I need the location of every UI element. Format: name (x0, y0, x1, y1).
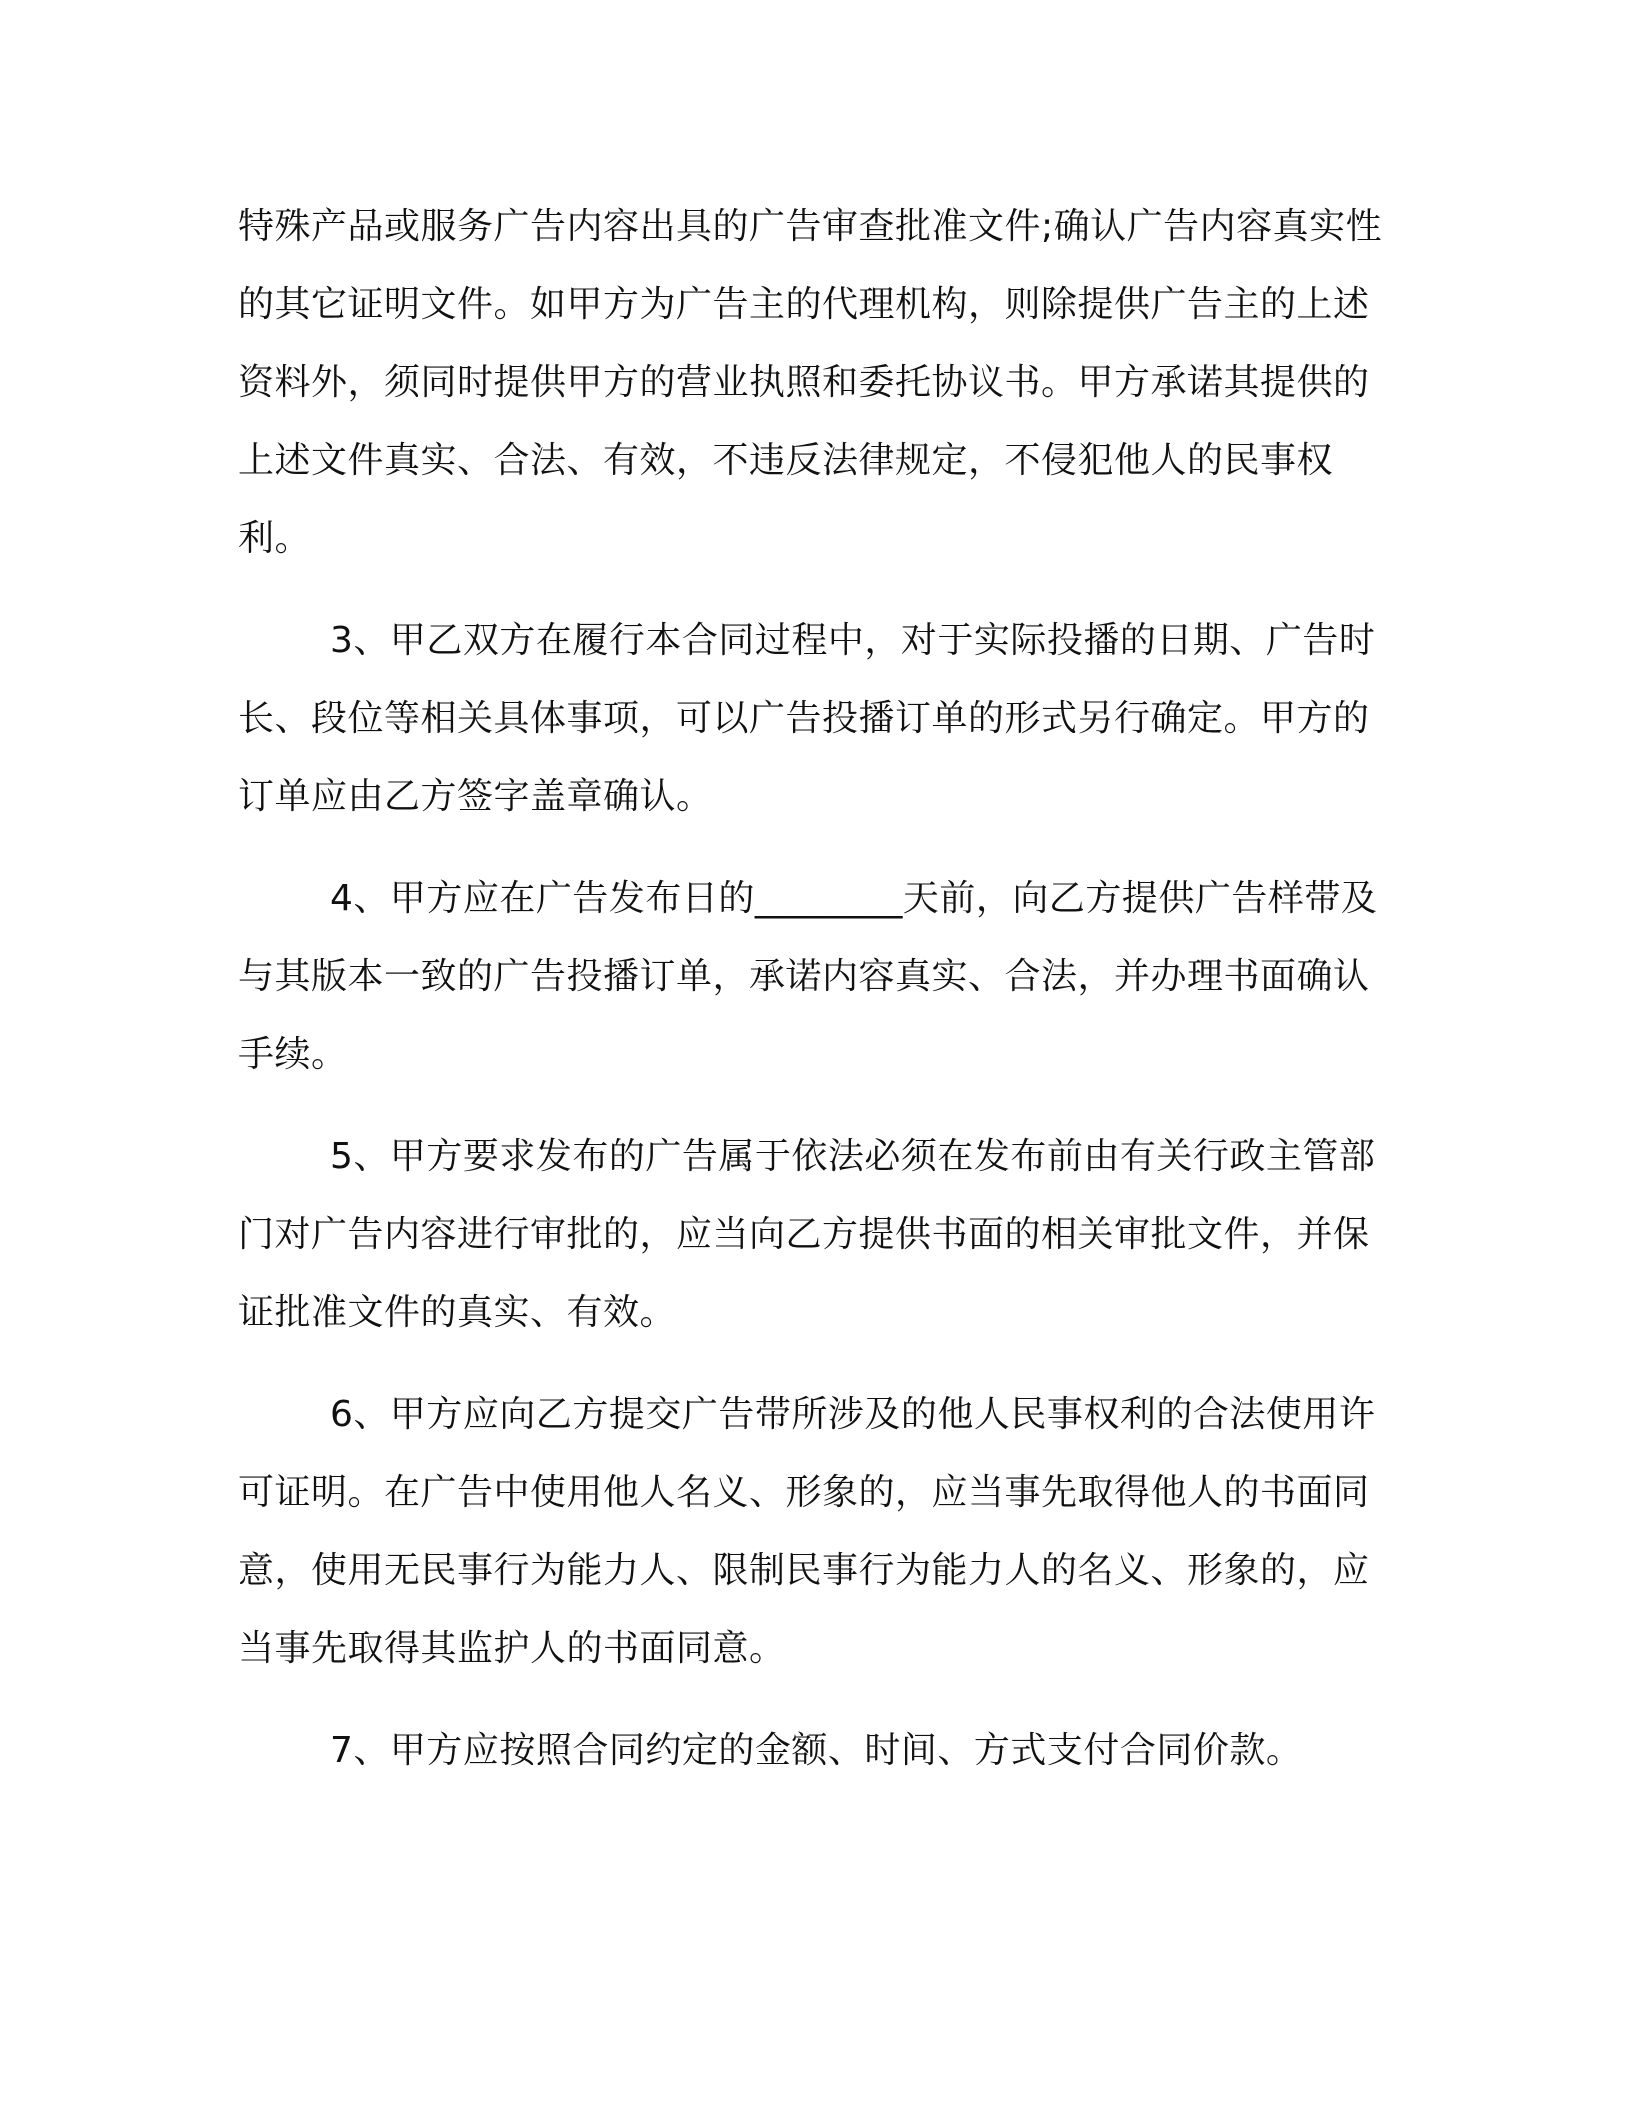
paragraph-clause-7: 7、甲方应按照合同约定的金额、时间、方式支付合同价款。 (330, 1730, 1303, 1771)
paragraph-continuation: 特殊产品或服务广告内容出具的广告审查批准文件;确认广告内容真实性的其它证明文件。如甲方为广告主的代理机构，则除提供广告主的上述资料外，须同时提供甲方的营业执照和委托协议书。甲方承诺其提供的上述文件真实、合法、有效，不违反法律规定，不侵犯他人的民事权利。 (238, 206, 1383, 559)
paragraph-clause-5: 5、甲方要求发布的广告属于依法必须在发布前由有关行政主管部门对广告内容进行审批的，应当向乙方提供书面的相关审批文件，并保证批准文件的真实、有效。 (238, 1136, 1376, 1333)
paragraph-clause-6: 6、甲方应向乙方提交广告带所涉及的他人民事权利的合法使用许可证明。在广告中使用他人名义、形象的，应当事先取得他人的书面同意，使用无民事行为能力人、限制民事行为能力人的名义、形象的，应当事先取得其监护人的书面同意。 (238, 1394, 1376, 1669)
paragraph-clause-4: 4、甲方应在广告发布日的________天前，向乙方提供广告样带及与其版本一致的广告投播订单，承诺内容真实、合法，并办理书面确认手续。 (238, 878, 1378, 1075)
paragraph-clause-3: 3、甲乙双方在履行本合同过程中，对于实际投播的日期、广告时长、段位等相关具体事项，可以广告投播订单的形式另行确定。甲方的订单应由乙方签字盖章确认。 (238, 620, 1376, 817)
document-body (238, 188, 1398, 1790)
